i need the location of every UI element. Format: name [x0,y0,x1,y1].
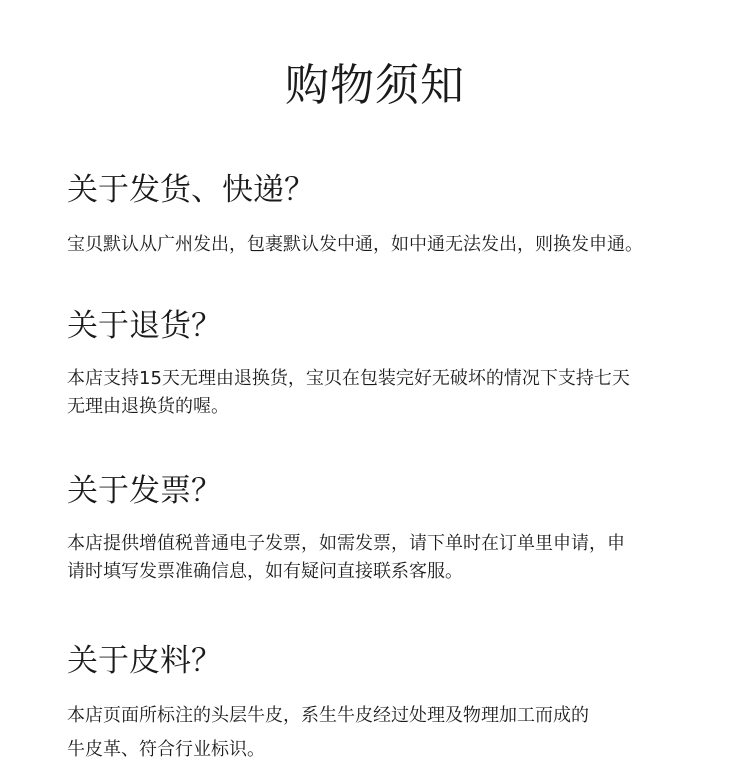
text-line: 本店提供增值税普通电子发票，如需发票，请下单时在订单里申请，申 [67,533,625,554]
section-text-returns [67,365,717,421]
section-heading-leather: 关于皮料？ [67,643,222,679]
section-heading-returns: 关于退货？ [67,308,222,344]
text-line: 本店支持15天无理由退换货，宝贝在包装完好无破坏的情况下支持七天 [67,368,630,389]
text-line: 宝贝默认从广州发出，包裹默认发中通，如中通无法发出，则换发申通。 [67,234,643,255]
text-line: 本店页面所标注的头层牛皮，系生牛皮经过处理及物理加工而成的 [67,705,589,726]
text-line: 请时填写发票准确信息，如有疑问直接联系客服。 [67,561,463,582]
section-text-invoice [67,530,717,586]
text-line: 无理由退换货的喔。 [67,396,229,417]
section-text-shipping [67,231,717,259]
section-text-leather [67,699,717,767]
page-title: 购物须知 [285,60,465,111]
section-heading-invoice: 关于发票？ [67,473,222,509]
section-heading-shipping: 关于发货、快递？ [67,172,315,208]
text-line: 牛皮革、符合行业标识。 [67,739,265,760]
